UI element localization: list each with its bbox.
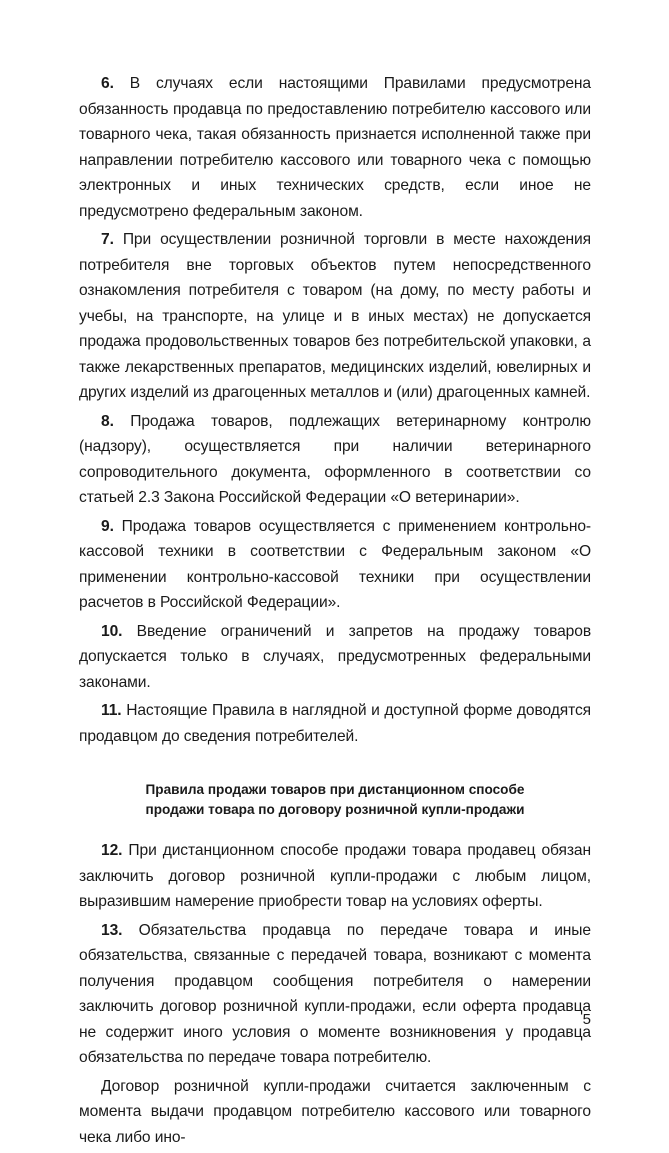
paragraph-8 bbox=[79, 409, 591, 511]
paragraph-text: При осуществлении розничной торговли в месте нахождения потребителя вне торговых объектов путем непосредственного ознакомления потребителя с товаром (на дому, по месту работы и учебы, на транспорте, на улице и в иных местах) не допускается продажа продовольственных товаров без потребительской упаковки, а также лекарственных препаратов, медицинских изделий, ювелирных и других изделий из драгоценных металлов и (или) драгоценных камней. bbox=[79, 231, 591, 401]
paragraph-11 bbox=[79, 698, 591, 749]
paragraph-number: 13. bbox=[101, 921, 123, 939]
paragraph-number: 11. bbox=[101, 702, 122, 719]
paragraph-text: Продажа товаров, подлежащих ветеринарному контролю (надзору), осуществляется при наличии ветеринарного сопроводительного документа, оформленного в соответствии со статьей 2.3 Закона Российской Федерации «О ветеринарии». bbox=[79, 412, 592, 506]
paragraph-text: Введение ограничений и запретов на продажу товаров допускается только в случаях, предусмотренных федеральными законами. bbox=[79, 622, 592, 691]
paragraph-13-continuation bbox=[79, 1074, 591, 1151]
paragraph-number: 8. bbox=[101, 412, 114, 430]
paragraph-10 bbox=[79, 619, 591, 696]
paragraph-12 bbox=[79, 838, 591, 915]
section-heading-line-1: Правила продажи товаров при дистанционном способе bbox=[145, 782, 525, 797]
page-body bbox=[79, 71, 591, 1153]
paragraph-text: В случаях если настоящими Правилами предусмотрена обязанность продавца по предоставлению потребителю кассового или товарного чека, такая обязанность признается исполненной также при направлении потребителю кассового или товарного чека с помощью электронных и иных технических средств, если иное не предусмотрено федеральным законом. bbox=[79, 75, 591, 220]
paragraph-6 bbox=[79, 71, 591, 224]
paragraph-text: При дистанционном способе продажи товара продавец обязан заключить договор розничной купли-продажи с любым лицом, выразившим намерение приобрести товар на условиях оферты. bbox=[79, 842, 591, 910]
page-number: 5 bbox=[582, 1011, 591, 1028]
section-heading bbox=[79, 780, 591, 820]
paragraph-text: Договор розничной купли-продажи считается заключенным с момента выдачи продавцом потребителю кассового или товарного чека либо ино- bbox=[79, 1077, 591, 1146]
paragraph-text: Продажа товаров осуществляется с применением контрольно-кассовой техники в соответствии с Федеральным законом «О применении контрольно-кассовой техники при осуществлении расчетов в Российской Федерации». bbox=[79, 517, 591, 611]
paragraph-text: Настоящие Правила в наглядной и доступной форме доводятся продавцом до сведения потребителей. bbox=[79, 702, 591, 745]
paragraph-text: Обязательства продавца по передаче товара и иные обязательства, связанные с передачей товара, возникают с момента получения продавцом сообщения потребителя о намерении заключить договор розничной купли-продажи, если оферта продавца не содержит иного условия о моменте возникновения у продавца обязательства по передаче товара потребителю. bbox=[79, 921, 591, 1066]
section-heading-line-2: продажи товара по договору розничной купли-продажи bbox=[145, 802, 525, 817]
paragraph-number: 6. bbox=[101, 75, 114, 92]
paragraph-13 bbox=[79, 918, 591, 1071]
paragraph-7 bbox=[79, 227, 591, 406]
paragraph-number: 9. bbox=[101, 517, 114, 535]
paragraph-9 bbox=[79, 514, 591, 616]
paragraph-number: 7. bbox=[101, 231, 114, 248]
paragraph-number: 10. bbox=[101, 622, 123, 640]
paragraph-number: 12. bbox=[101, 842, 123, 859]
